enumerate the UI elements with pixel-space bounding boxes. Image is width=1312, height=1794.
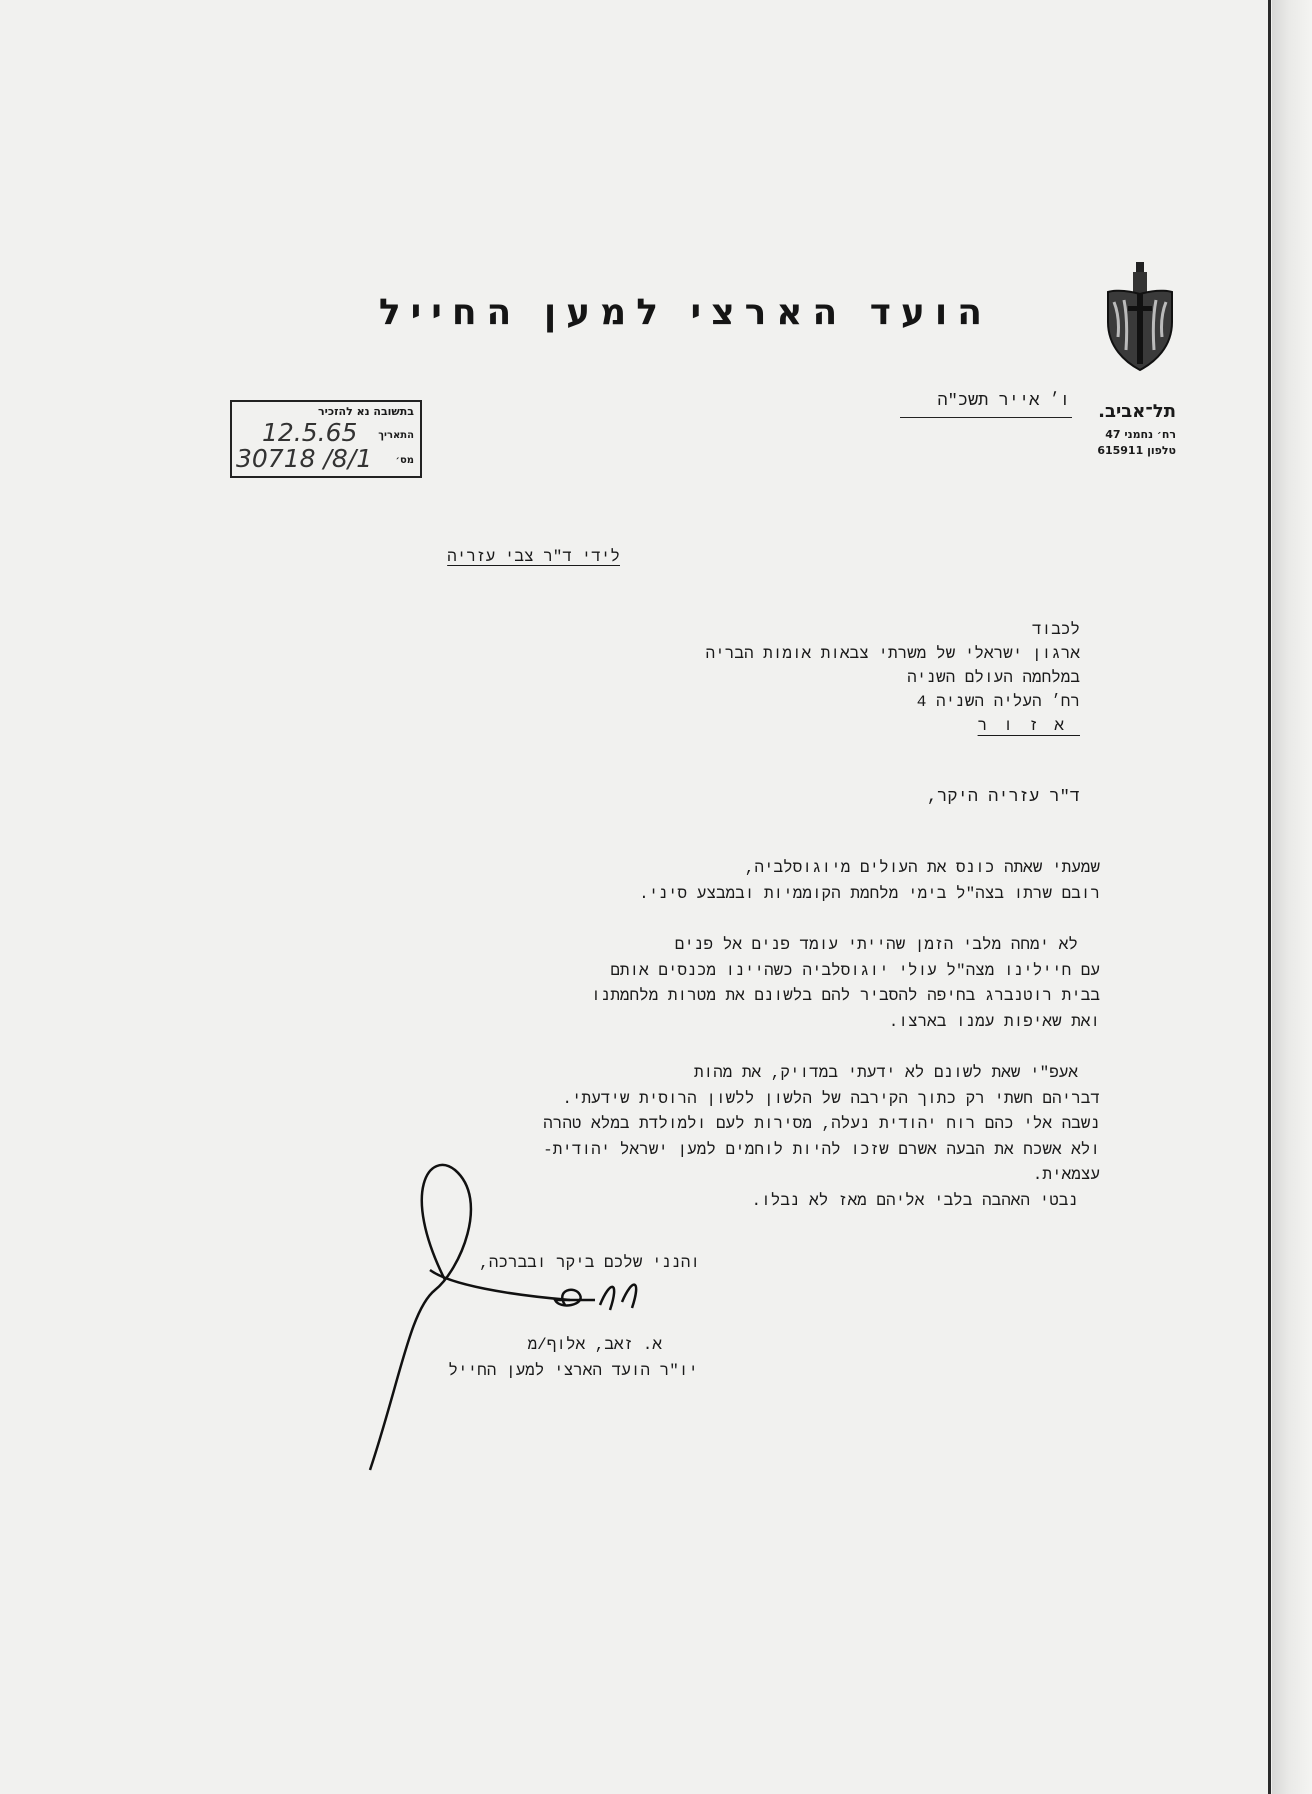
stamp-ref-label: מס׳ — [395, 455, 414, 466]
addressee-street: רח׳ העליה השניה 4 — [916, 693, 1080, 711]
body-line: נשבה אלי כהם רוח יהודית נעלה, מסירות לעם ולמולדת במלא טהרה — [543, 1115, 1100, 1133]
letter-date: ו׳ אייר תשכ"ה — [937, 392, 1070, 411]
letterhead-city: תל־אביב. — [1098, 401, 1176, 422]
body-line: בבית רוטנברג בחיפה להסביר להם בלשונם את מטרות מלחמתנו — [591, 987, 1100, 1005]
body-line: אעפ"י שאת לשונם לא ידעתי במדויק, את מהות — [693, 1064, 1078, 1082]
letterhead-address: רח׳ נחמני 47 — [1105, 428, 1176, 441]
signer-name: א. זאב, אלוף/מ — [527, 1336, 662, 1354]
handwritten-signature — [360, 1160, 740, 1480]
body-line: עצמאית. — [1032, 1166, 1100, 1184]
letterhead-address-block — [1000, 427, 1176, 459]
body-line: דבריהם חשתי רק כתוך הקירבה של הלשון ללשון הרוסית שידעתי. — [562, 1089, 1100, 1108]
body-line: ולא אשכח את הבעה אשרם שזכו להיות לוחמים למען ישראל יהודית- — [543, 1140, 1100, 1159]
addressee-greeting: לכבוד — [1031, 621, 1080, 639]
stamp-date-value: 12.5.65 — [262, 418, 358, 447]
body-paragraph-1 — [260, 856, 1100, 907]
signer-title: יו"ר הועד הארצי למען החייל — [448, 1362, 698, 1380]
reference-stamp — [230, 400, 422, 478]
addressee-city: אזור — [977, 717, 1080, 735]
body-line: נבטי האהבה בלבי אליהם מאז לא נבלו. — [751, 1191, 1078, 1210]
salutation: ד"ר עזריה היקר, — [926, 788, 1080, 807]
letterhead-phone: טלפון 615911 — [1097, 444, 1176, 457]
shield-emblem-icon — [1100, 262, 1180, 372]
closing-line: והנני שלכם ביקר ובברכה, — [479, 1254, 700, 1272]
body-line: ואת שאיפות עמנו בארצו. — [888, 1012, 1100, 1031]
addressee-org-line1: ארגון ישראלי של משרתי צבאות אומות הבריה — [705, 645, 1080, 663]
stamp-ref-value: 30718 /8/1 — [236, 444, 373, 473]
body-paragraph-2 — [260, 933, 1100, 1035]
date-underline — [900, 417, 1072, 418]
body-line: רובם שרתו בצה"ל בימי מלחמת הקוממיות ובמבצע סיני. — [639, 884, 1100, 903]
letterhead-org-name: הועד הארצי למען החייל — [378, 292, 992, 333]
page-edge-line — [1268, 0, 1271, 1794]
body-line: לא ימחה מלבי הזמן שהייתי עומד פנים אל פנים — [674, 936, 1078, 954]
stamp-date-label: התאריך — [378, 430, 414, 441]
page-edge-shadow — [1272, 0, 1312, 1794]
body-line: עם חיילינו מצה"ל עולי יוגוסלביה כשהיינו מכנסים אותם — [610, 961, 1100, 980]
attention-line: לידי ד"ר צבי עזריה — [447, 548, 620, 566]
addressee-block — [480, 618, 1080, 738]
addressee-org-line2: במלחמה העולם השניה — [907, 669, 1080, 687]
stamp-reply-note: בתשובה נא להזכיר — [318, 405, 414, 418]
body-line: שמעתי שאתה כונס את העולים מיוגוסלביה, — [744, 859, 1100, 877]
